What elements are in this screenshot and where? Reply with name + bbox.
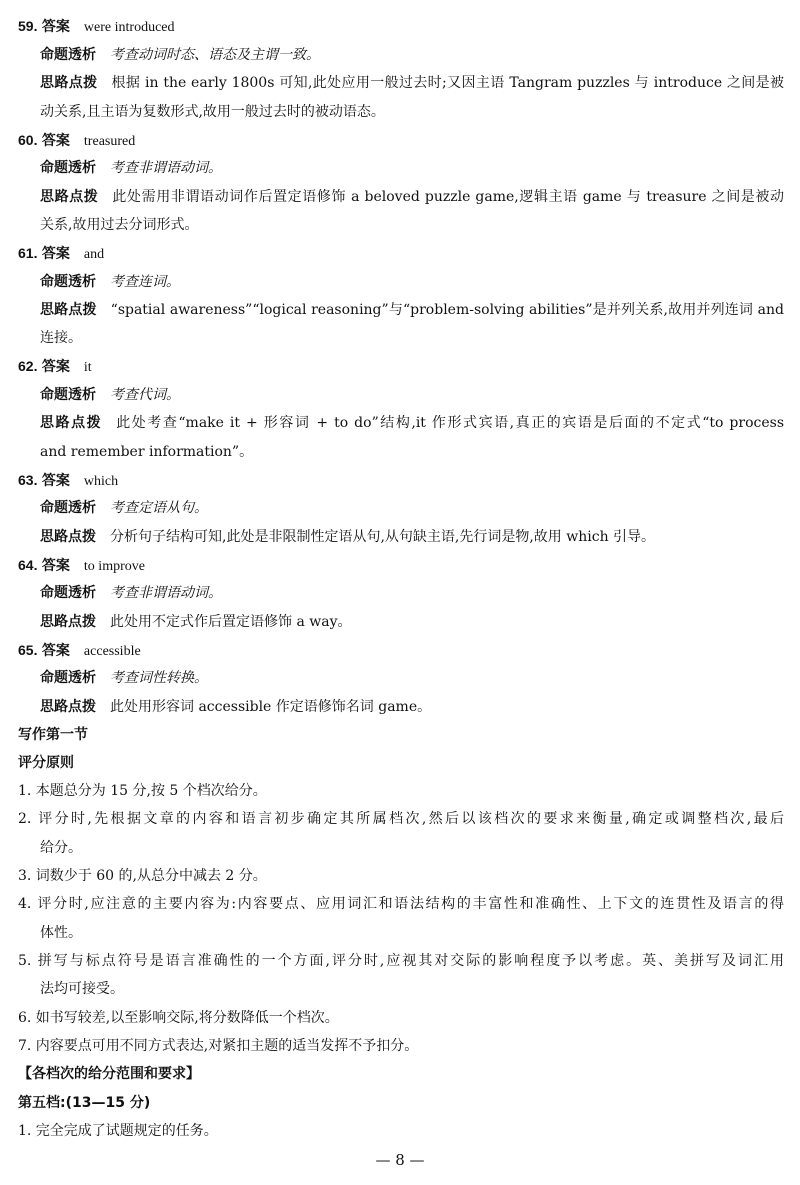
- item-63-analysis: 命题透析 考查定语从句。: [40, 500, 208, 516]
- item-60-hint: 思路点拨 此处需用非谓语动词作后置定语修饰 a beloved puzzle game,逻辑主语 game 与 treasure 之间是被动: [40, 189, 784, 205]
- item-59-hint: 思路点拨 根据 in the early 1800s 可知,此处应用一般过去时;又因主语 Tangram puzzles 与 introduce 之间是被: [40, 75, 785, 91]
- item-61-hint-cont: 连接。: [40, 330, 82, 346]
- item-61-answer: 61. 答案 and: [18, 245, 105, 262]
- item-64-hint: 思路点拨 此处用不定式作后置定语修饰 a way。: [40, 614, 352, 630]
- item-65-hint: 思路点拨 此处用形容词 accessible 作定语修饰名词 game。: [40, 699, 432, 715]
- item-62-answer: 62. 答案 it: [18, 358, 92, 375]
- rule-3: 3. 词数少于 60 的,从总分中减去 2 分。: [18, 868, 267, 884]
- item-59-analysis: 命题透析 考查动词时态、语态及主谓一致。: [40, 47, 320, 63]
- rule-5: 5. 拼写与标点符号是语言准确性的一个方面,评分时,应视其对交际的影响程度予以考虑。英、美拼写及词汇用: [18, 953, 784, 969]
- item-61-hint: 思路点拨 “spatial awareness”“logical reasoning”与“problem-solving abilities”是并列关系,故用并列连词 and: [40, 302, 784, 318]
- item-62-hint: 思路点拨 此处考查“make it + 形容词 + to do”结构,it 作形式宾语,真正的宾语是后面的不定式“to process: [40, 415, 785, 431]
- item-63-hint: 思路点拨 分析句子结构可知,此处是非限制性定语从句,从句缺主语,先行词是物,故用 which 引导。: [40, 529, 656, 545]
- writing-section-title: 写作第一节: [18, 727, 88, 743]
- item-64-answer: 64. 答案 to improve: [18, 557, 145, 574]
- item-63-answer: 63. 答案 which: [18, 472, 119, 489]
- levels-title: 【各档次的给分范围和要求】: [18, 1066, 200, 1082]
- rule-6: 6. 如书写较差,以至影响交际,将分数降低一个档次。: [18, 1010, 339, 1026]
- item-60-hint-cont: 关系,故用过去分词形式。: [40, 217, 199, 233]
- rule-5-cont: 法均可接受。: [40, 981, 124, 997]
- item-59-hint-cont: 动关系,且主语为复数形式,故用一般过去时的被动语态。: [40, 104, 385, 120]
- item-62-hint-cont: and remember information”。: [40, 444, 254, 460]
- rule-2-cont: 给分。: [40, 840, 82, 856]
- rule-4-cont: 体性。: [40, 925, 82, 941]
- level-5-item-1: 1. 完全完成了试题规定的任务。: [18, 1123, 218, 1139]
- criteria-title: 评分原则: [18, 755, 74, 771]
- item-60-analysis: 命题透析 考查非谓语动词。: [40, 160, 222, 176]
- rule-4: 4. 评分时,应注意的主要内容为:内容要点、应用词汇和语法结构的丰富性和准确性、上下文的连贯性及语言的得: [18, 896, 784, 912]
- page-number: — 8 —: [375, 1151, 425, 1169]
- item-59-answer: 59. 答案 were introduced: [18, 18, 175, 35]
- item-65-answer: 65. 答案 accessible: [18, 642, 141, 659]
- item-62-analysis: 命题透析 考查代词。: [40, 387, 180, 403]
- item-60-answer: 60. 答案 treasured: [18, 132, 136, 149]
- item-65-analysis: 命题透析 考查词性转换。: [40, 670, 208, 686]
- level-5-title: 第五档:(13—15 分): [18, 1095, 151, 1111]
- rule-7: 7. 内容要点可用不同方式表达,对紧扣主题的适当发挥不予扣分。: [18, 1038, 419, 1054]
- rule-1: 1. 本题总分为 15 分,按 5 个档次给分。: [18, 783, 267, 799]
- rule-2: 2. 评分时,先根据文章的内容和语言初步确定其所属档次,然后以该档次的要求来衡量,确定或调整档次,最后: [18, 811, 784, 827]
- item-61-analysis: 命题透析 考查连词。: [40, 274, 180, 290]
- item-64-analysis: 命题透析 考查非谓语动词。: [40, 585, 222, 601]
